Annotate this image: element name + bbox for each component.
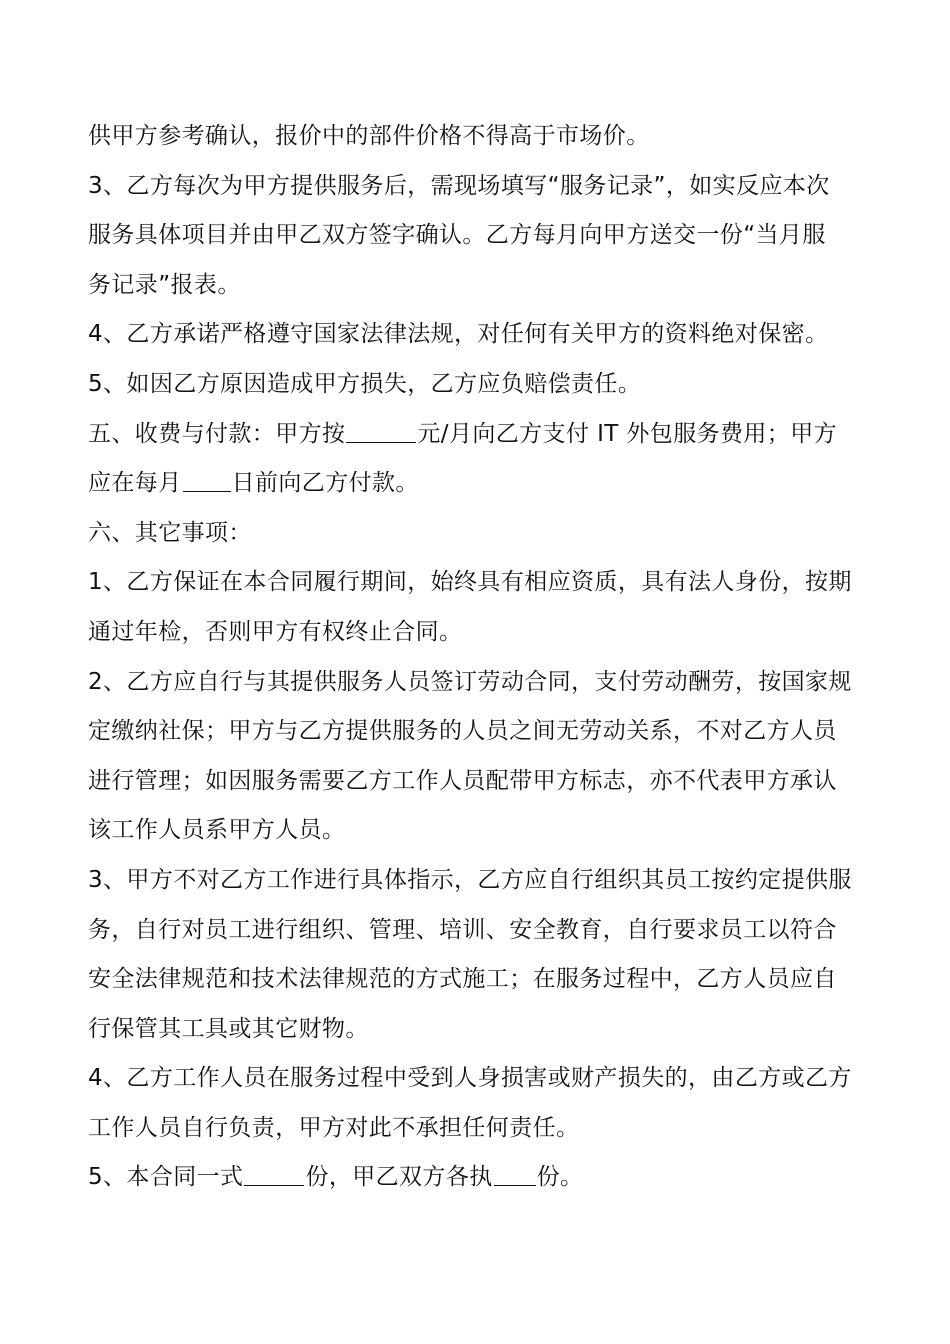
total-copies-blank (244, 1159, 304, 1186)
copies-text-2: 份，甲乙双方各执 (305, 1164, 493, 1191)
payment-day-blank (183, 465, 231, 492)
section-5-fees (88, 410, 863, 460)
text-line: 服务具体项目并由甲乙双方签字确认。乙方每月向甲方送交一份“当月服 (88, 222, 826, 249)
monthly-fee-blank (346, 416, 416, 443)
clause-4-3: 3、乙方每次为甲方提供服务后，需现场填写“服务记录”，如实反应本次 (88, 172, 830, 199)
text-line: 供甲方参考确认，报价中的部件价格不得高于市场价。 (88, 123, 650, 149)
payment-date-line (88, 459, 863, 509)
text-line: 务记录”报表。 (88, 271, 241, 298)
text-line: 务，自行对员工进行组织、管理、培训、安全教育，自行要求员工以符合 (88, 916, 837, 943)
payment-text-before: 应在每月 (88, 470, 182, 497)
text-line: 安全法律规范和技术法律规范的方式施工；在服务过程中，乙方人员应自 (88, 966, 837, 993)
clause-6-2: 2、乙方应自行与其提供服务人员签订劳动合同，支付劳动酬劳，按国家规 (88, 668, 852, 695)
fee-text-after: 元/月向乙方支付 IT 外包服务费用；甲方 (417, 420, 838, 447)
clause-6-4: 4、乙方工作人员在服务过程中受到人身损害或财产损失的，由乙方或乙方 (88, 1065, 852, 1092)
each-party-copies-blank (494, 1159, 536, 1186)
fee-text-before: 五、收费与付款：甲方按 (88, 420, 346, 447)
clause-6-5-copies (88, 1153, 863, 1203)
clause-6-3: 3、甲方不对乙方工作进行具体指示，乙方应自行组织其员工按约定提供服 (88, 866, 852, 893)
text-line: 该工作人员系甲方人员。 (88, 817, 346, 844)
section-6-heading: 六、其它事项： (88, 519, 252, 546)
copies-text-3: 份。 (536, 1164, 584, 1191)
clause-4-5: 5、如因乙方原因造成甲方损失，乙方应负赔偿责任。 (88, 370, 642, 397)
text-line: 进行管理；如因服务需要乙方工作人员配带甲方标志，亦不代表甲方承认 (88, 767, 837, 794)
text-line: 行保管其工具或其它财物。 (88, 1015, 369, 1042)
clause-4-4: 4、乙方承诺严格遵守国家法律法规，对任何有关甲方的资料绝对保密。 (88, 321, 829, 348)
payment-text-after: 日前向乙方付款。 (231, 470, 419, 497)
text-line: 定缴纳社保；甲方与乙方提供服务的人员之间无劳动关系，不对乙方人员 (88, 718, 837, 745)
text-line: 工作人员自行负责，甲方对此不承担任何责任。 (88, 1114, 580, 1141)
contract-text (88, 112, 863, 1203)
text-line: 通过年检，否则甲方有权终止合同。 (88, 618, 463, 645)
clause-6-1: 1、乙方保证在本合同履行期间，始终具有相应资质，具有法人身份，按期 (88, 569, 852, 596)
copies-text-1: 5、本合同一式 (88, 1164, 244, 1191)
